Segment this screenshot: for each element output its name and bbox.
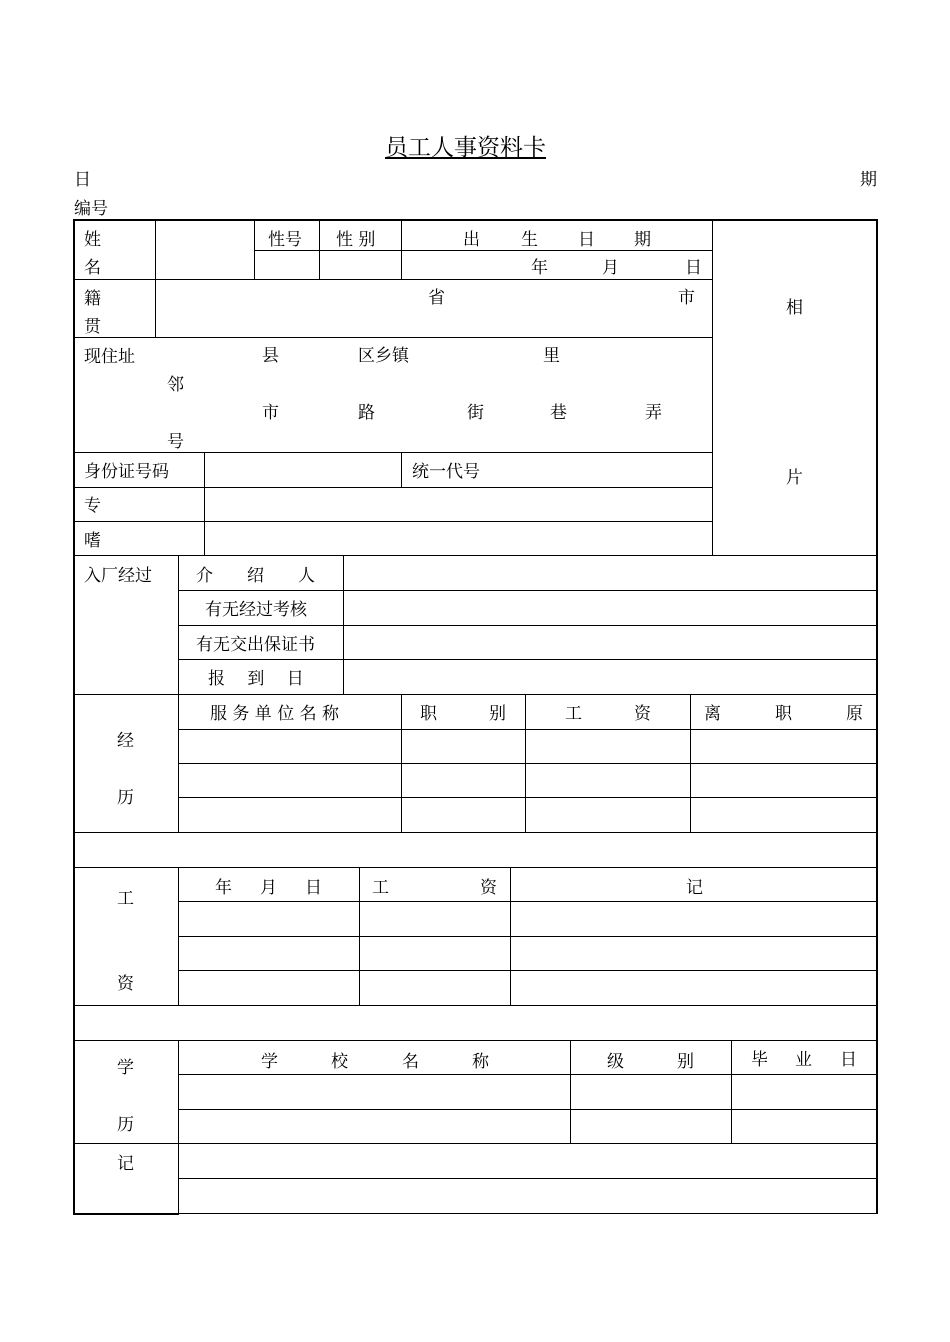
alley-label: 弄 xyxy=(645,403,662,423)
date-label-right: 期 xyxy=(860,170,877,190)
photo-label-2: 片 xyxy=(786,468,803,488)
graduation-header-2: 业 xyxy=(795,1050,812,1070)
report-date-label: 报 到 日 xyxy=(208,669,304,689)
date-label-left: 日 xyxy=(74,170,91,190)
graduation-header-1: 毕 xyxy=(751,1050,768,1070)
lane-label: 巷 xyxy=(550,403,567,423)
birth-month-label: 月 xyxy=(602,258,619,278)
exp-salary-header-1: 工 xyxy=(565,704,582,724)
specialty-field[interactable] xyxy=(206,489,711,519)
photo-label-1: 相 xyxy=(786,298,803,318)
birth-label-4: 期 xyxy=(634,230,651,250)
city-label: 市 xyxy=(678,288,695,308)
id-number-label: 身份证号码 xyxy=(84,462,169,482)
unified-code-label: 统一代号 xyxy=(412,462,480,482)
salary-amount-header-2: 资 xyxy=(480,878,497,898)
report-date-field[interactable] xyxy=(345,661,875,692)
school-header-4: 称 xyxy=(472,1052,489,1072)
name-label-1: 姓 xyxy=(84,230,101,250)
road-label: 路 xyxy=(358,403,375,423)
salary-label-1: 工 xyxy=(117,889,134,909)
salary-year-header: 年 xyxy=(215,878,232,898)
education-label-2: 历 xyxy=(117,1115,134,1135)
leave-reason-header-2: 职 xyxy=(775,704,792,724)
exp-salary-header-2: 资 xyxy=(634,704,651,724)
name-field[interactable] xyxy=(157,222,252,277)
experience-label-1: 经 xyxy=(117,731,134,751)
county-label: 县 xyxy=(262,346,279,366)
name-label-2: 名 xyxy=(84,258,101,278)
remarks-field-1[interactable] xyxy=(180,1145,875,1176)
introducer-label: 介 绍 人 xyxy=(196,566,315,586)
guarantee-field[interactable] xyxy=(345,627,875,657)
employer-header: 服 务 单 位 名 称 xyxy=(210,704,340,724)
serial-label: 编号 xyxy=(74,199,108,219)
school-header-3: 名 xyxy=(402,1052,419,1072)
seat-no-label: 性号 xyxy=(268,230,302,250)
assessment-field[interactable] xyxy=(345,592,875,623)
birth-label-3: 日 xyxy=(578,230,595,250)
assessment-label: 有无经过考核 xyxy=(205,600,307,620)
street-label: 街 xyxy=(467,403,484,423)
graduation-header-3: 日 xyxy=(840,1050,857,1070)
school-header-2: 校 xyxy=(331,1052,348,1072)
neighbor-label: 邻 xyxy=(167,375,184,395)
seat-no-field[interactable] xyxy=(256,252,317,277)
birth-day-label: 日 xyxy=(685,258,702,278)
address-city-label: 市 xyxy=(262,403,279,423)
gender-field[interactable] xyxy=(321,252,399,277)
school-header-1: 学 xyxy=(261,1052,278,1072)
level-header-1: 级 xyxy=(607,1052,624,1072)
level-header-2: 别 xyxy=(677,1052,694,1072)
hobby-field[interactable] xyxy=(206,523,711,553)
id-number-field[interactable] xyxy=(206,454,399,485)
remarks-label: 记 xyxy=(117,1154,134,1174)
education-label-1: 学 xyxy=(117,1058,134,1078)
salary-label-2: 资 xyxy=(117,974,134,994)
remarks-field-2[interactable] xyxy=(180,1180,875,1211)
specialty-label: 专 xyxy=(84,496,101,516)
hobby-label: 嗜 xyxy=(84,531,101,551)
address-label: 现住址 xyxy=(84,347,135,367)
salary-month-header: 月 xyxy=(260,878,277,898)
native-label-2: 贯 xyxy=(84,317,101,337)
gender-label: 性 别 xyxy=(336,230,376,250)
province-label: 省 xyxy=(428,288,445,308)
leave-reason-header-3: 原 xyxy=(846,704,863,724)
district-label: 区乡镇 xyxy=(358,346,409,366)
salary-record-header: 记 xyxy=(686,878,703,898)
position-header-1: 职 xyxy=(420,704,437,724)
entry-label: 入厂经过 xyxy=(84,566,152,586)
birth-year-label: 年 xyxy=(531,258,548,278)
experience-label-2: 历 xyxy=(117,788,134,808)
introducer-field[interactable] xyxy=(345,557,875,588)
li-label: 里 xyxy=(543,346,560,366)
salary-amount-header-1: 工 xyxy=(372,878,389,898)
position-header-2: 别 xyxy=(489,704,506,724)
birth-label-2: 生 xyxy=(521,230,538,250)
native-label-1: 籍 xyxy=(84,289,101,309)
guarantee-label: 有无交出保证书 xyxy=(196,635,315,655)
house-number-label: 号 xyxy=(167,432,184,452)
form-title: 员工人事资料卡 xyxy=(385,135,546,161)
leave-reason-header-1: 离 xyxy=(704,704,721,724)
salary-day-header: 日 xyxy=(305,878,322,898)
birth-label-1: 出 xyxy=(463,230,480,250)
